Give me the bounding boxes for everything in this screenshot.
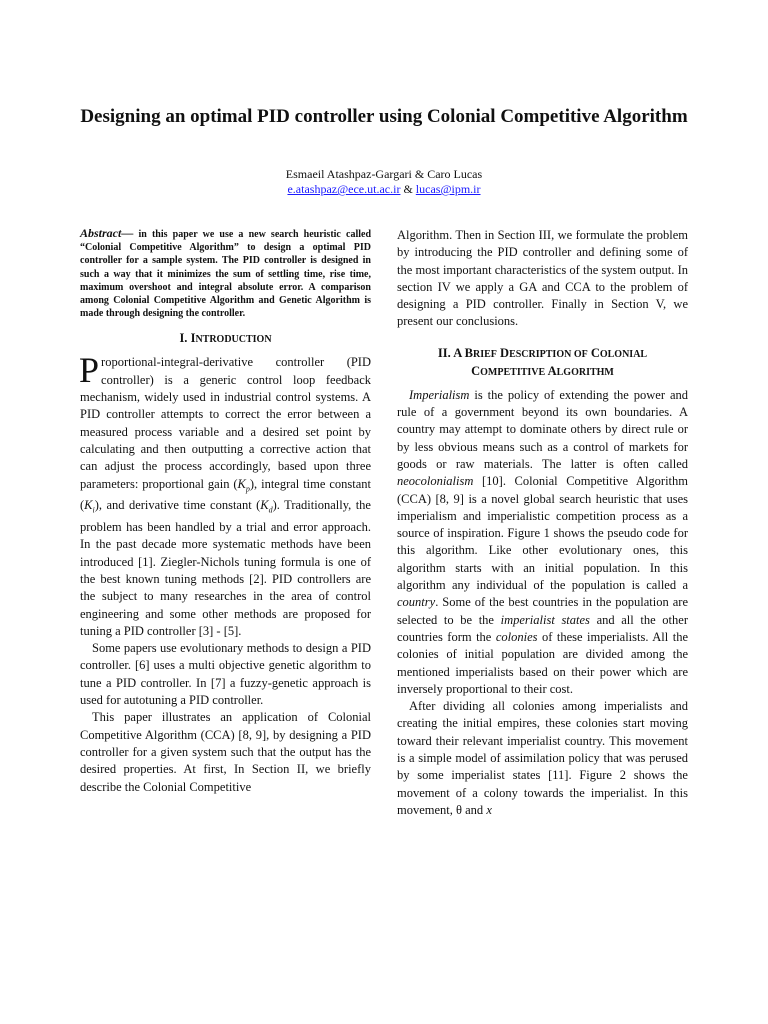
- abstract-lead: Abstract—: [80, 226, 134, 240]
- intro-paragraph-1: Proportional-integral-derivative controller (PID controller) is a generic control loop feedback mechanism, widely used in industrial control systems. A PID controller attempts to correct the error between a measured process variable and a desired set point by calculating and then outputting a corrective action that can adjust the process accordingly, based upon three parameters: proportional gain $(K_p)$, integral time constant $(K_i)$, and derivative time constant $(K_d)$. Traditionally, the problem has been handled by a trial and error approach. In the past decade more systematic methods have been introduced [1]. Ziegler-Nichols tuning formula is one of the best known tuning methods [2]. PID controllers are the subject to many researches in the area of control engineering and some other methods are proposed for tuning a PID controller [3] - [5].: [79, 350, 371, 638]
- right-column: [397, 227, 688, 819]
- intro-paragraph-3: This paper illustrates an application of Colonial Competitive Algorithm (CCA) [8, 9], by designing a PID controller for a given system such that the output has the desired properties. At first, In Section II, we briefly describe the Colonial Competitive: [80, 710, 371, 794]
- intro-paragraph-3-continued: Algorithm. Then in Section III, we formulate the problem by introducing the PID controller and defining some of the most important characteristics of the system output. In section IV we apply a GA and CCA to the problem of designing a PID controller. Finally in Section V, we present our conclusions.: [397, 228, 688, 329]
- abstract: [80, 227, 371, 320]
- abstract-text: in this paper we use a new search heuristic called “Colonial Competitive Algorithm” to design a optimal PID controller for a sample system. The PID controller is designed in such a way that it minimizes the sum of settling time, rise time, maximum overshoot and integral absolute error. A comparison among Colonial Competitive Algorithm and Genetic Algorithm is made through designing the controller.: [80, 229, 372, 320]
- intro-paragraph-2: Some papers use evolutionary methods to design a PID controller. [6] uses a multi objective genetic algorithm to tune a PID controller. In [7] a fuzzy-genetic approach is used for autotuning a PID controller.: [80, 641, 371, 708]
- cca-paragraph-1: Imperialism is the policy of extending the power and rule of a government beyond its own boundaries. A country may attempt to dominate others by direct rule or by less obvious means such as a control of markets for goods or raw materials. The latter is often called neocolonialism [10]. Colonial Competitive Algorithm (CCA) [8, 9] is a novel global search heuristic that uses imperialism and imperialistic competition process as a source of inspiration. Figure 1 shows the pseudo code for this algorithm. Like other evolutionary ones, this algorithm starts with an initial population. In this algorithm any individual of the population is called a country. Some of the best countries in the population are selected to be the imperialist states and all the other countries form the colonies of these imperialists. All the colonies of initial population are divided among the mentioned imperialists based on their power which are inversely proportional to their cost.: [397, 387, 688, 696]
- email-separator: &: [403, 182, 413, 196]
- author-emails: [80, 182, 688, 197]
- cca-paragraph-2: After dividing all colonies among imperialists and creating the initial empires, these colonies start moving toward their relevant imperialist country. This movement is a simple model of assimilation policy that was perused by some imperialist states [11]. Figure 2 shows the movement of a colony towards the imperialist. In this movement, θ and x: [397, 699, 688, 817]
- email-link-lucas[interactable]: lucas@ipm.ir: [415, 182, 481, 196]
- paper-title: Designing an optimal PID controller using Colonial Competitive Algorithm: [80, 106, 688, 127]
- left-column: [80, 227, 371, 796]
- section-heading-cca: II. A BRIEF DESCRIPTION OF COLONIAL COMPETITIVE ALGORITHM: [437, 345, 648, 378]
- email-link-atashpaz[interactable]: e.atashpaz@ece.ut.ac.ir: [287, 182, 401, 196]
- paper-authors: Esmaeil Atashpaz-Gargari & Caro Lucas: [285, 167, 483, 181]
- drop-cap: P: [79, 350, 100, 391]
- section-heading-introduction: I. INTRODUCTION: [179, 331, 272, 346]
